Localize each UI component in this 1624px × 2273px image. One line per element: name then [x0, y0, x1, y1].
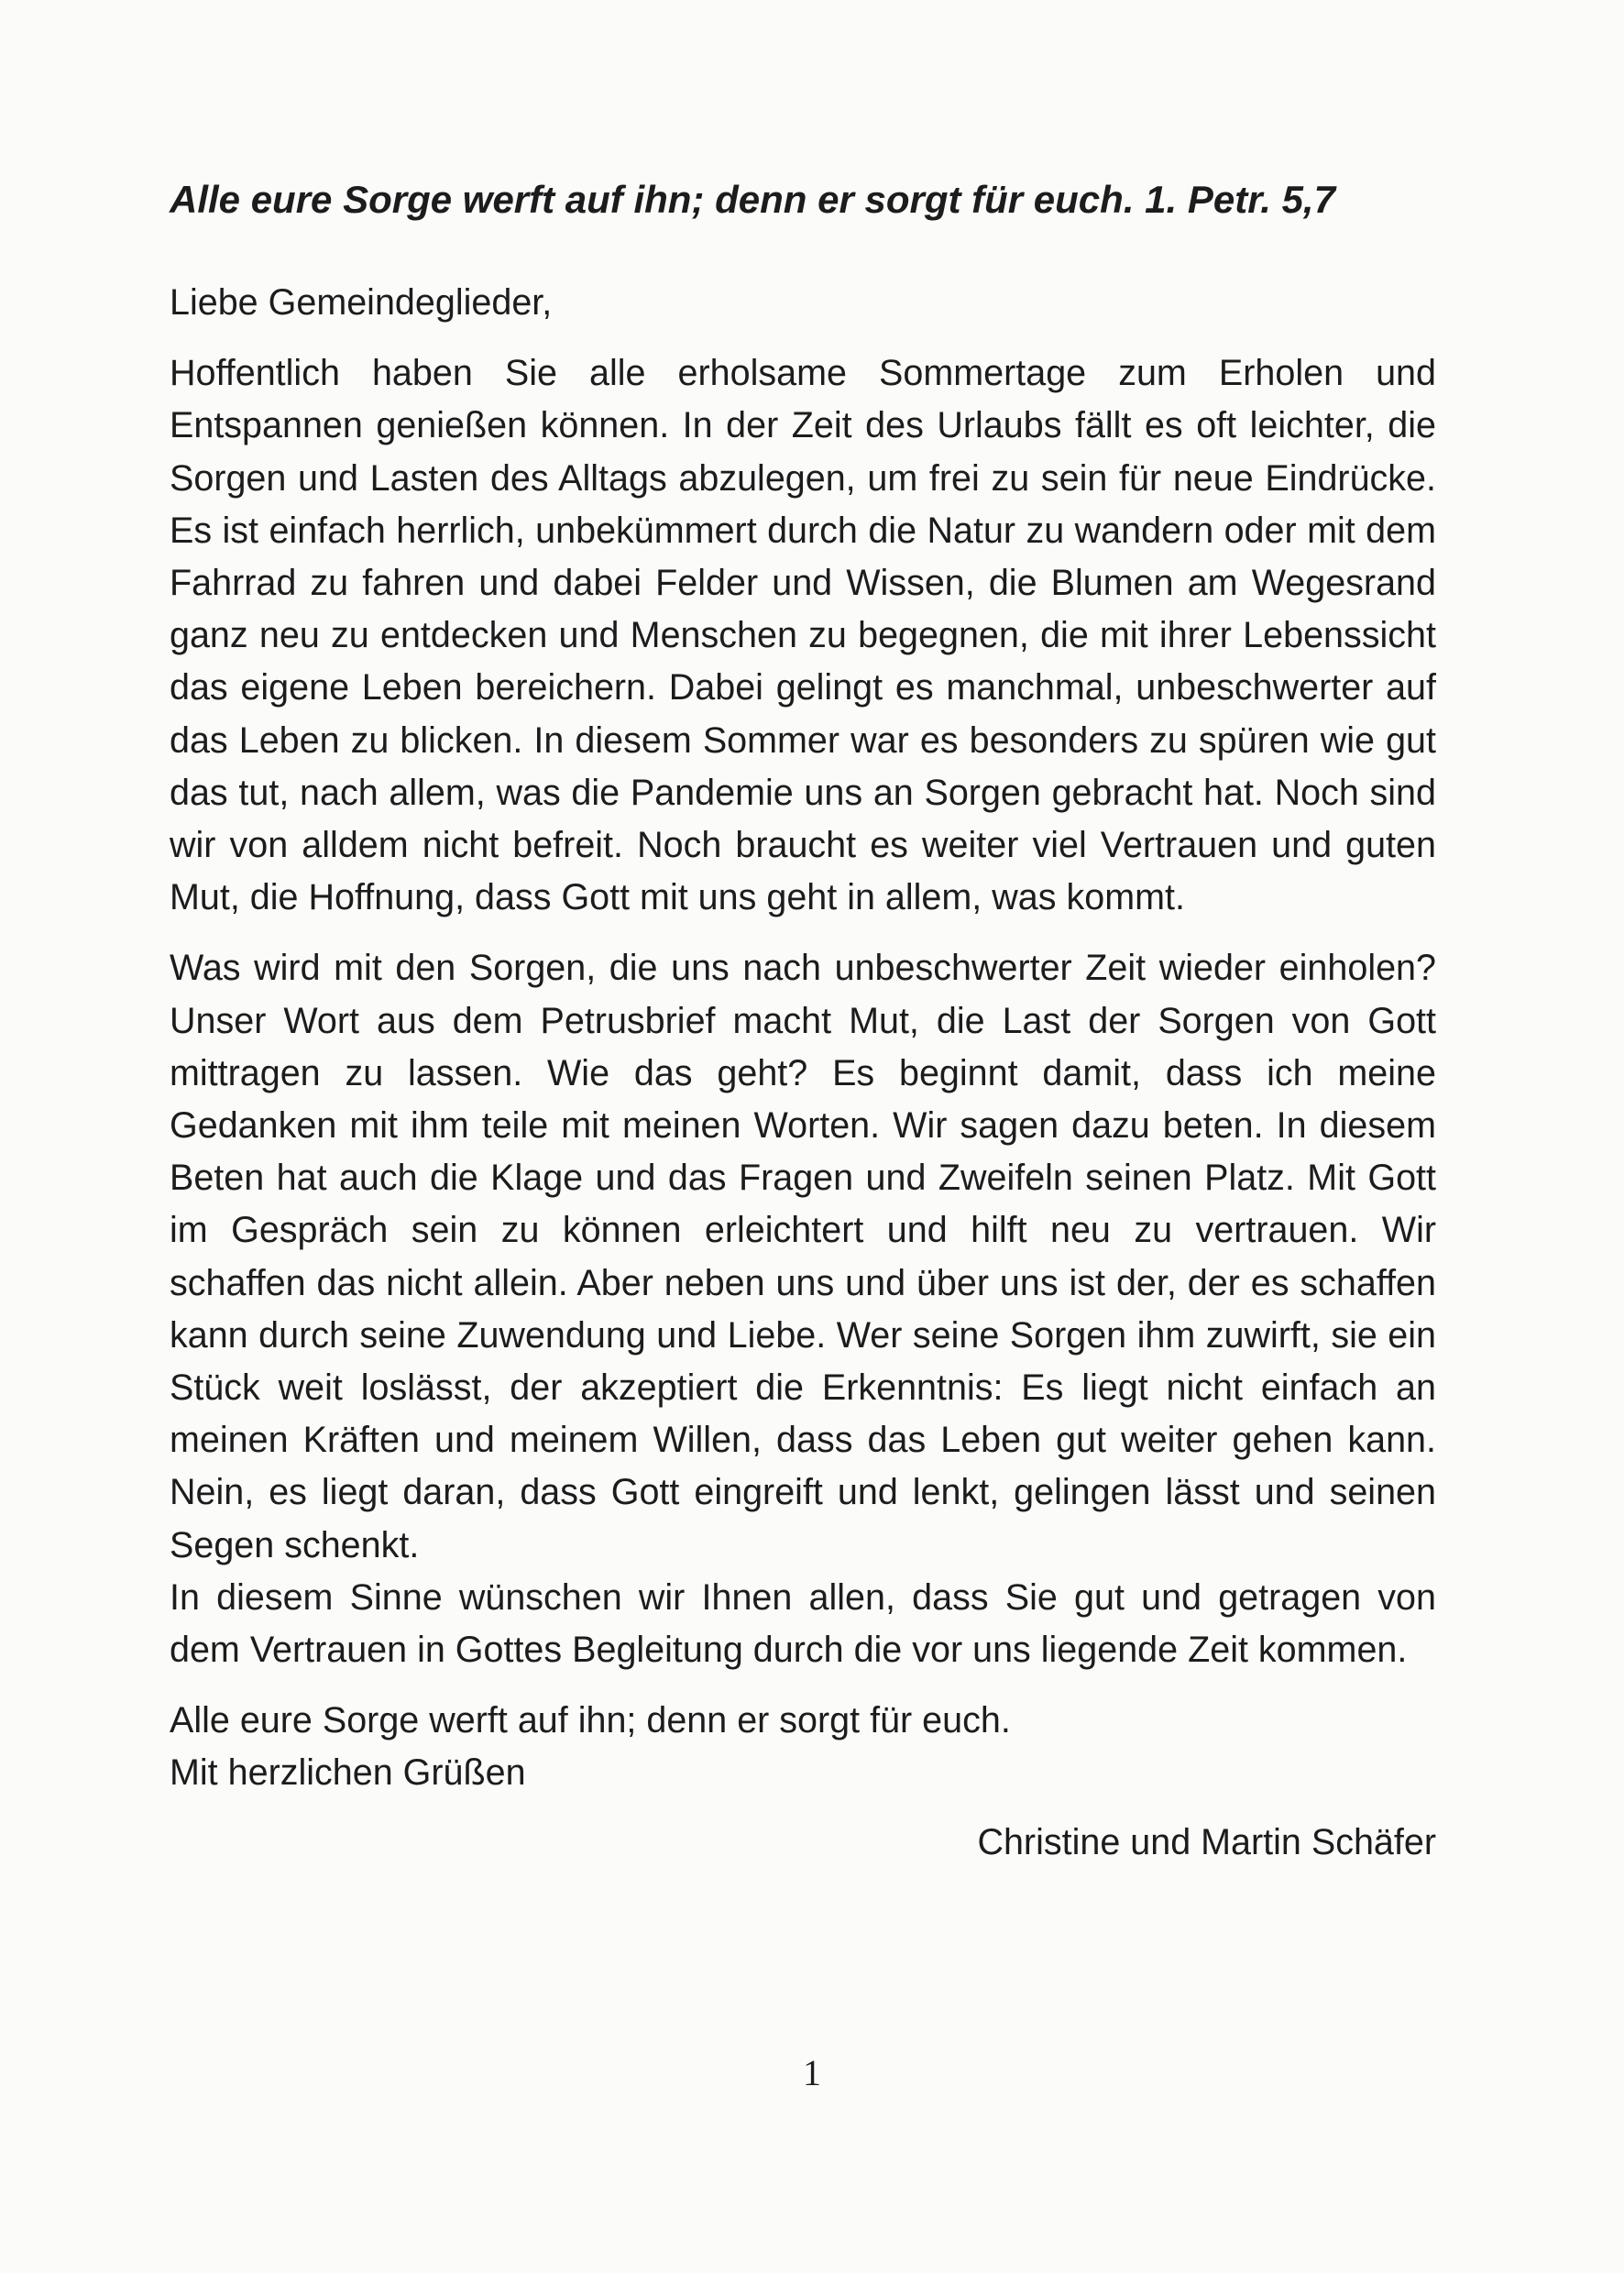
closing-verse: Alle eure Sorge werft auf ihn; denn er sorgt für euch.: [170, 1700, 1011, 1741]
paragraph-1: Hoffentlich haben Sie alle erholsame Sommertage zum Erholen und Entspannen genießen können. In der Zeit des Urlaubs fällt es oft leichter, die Sorgen und Lasten des Alltags abzulegen, um frei zu sein für neue Eindrücke. Es ist einfach herrlich, unbekümmert durch die Natur zu wandern oder mit dem Fahrrad zu fahren und dabei Felder und Wissen, die Blumen am Wegesrand ganz neu zu entdecken und Menschen zu begegnen, die mit ihrer Lebenssicht das eigene Leben bereichern. Dabei gelingt es manchmal, unbeschwerter auf das Leben zu blicken. In diesem Sommer war es besonders zu spüren wie gut das tut, nach allem, was die Pandemie uns an Sorgen gebracht hat. Noch sind wir von alldem nicht befreit. Noch braucht es weiter viel Vertrauen und guten Mut, die Hoffnung, dass Gott mit uns geht in allem, was kommt.: [170, 353, 1436, 918]
letter-body: [170, 277, 1436, 1869]
salutation: Liebe Gemeindeglieder,: [170, 282, 553, 323]
signature: Christine und Martin Schäfer: [977, 1821, 1436, 1862]
paragraph-2: Was wird mit den Sorgen, die uns nach unbeschwerter Zeit wieder einholen? Unser Wort aus dem Petrusbrief macht Mut, die Last der Sorgen von Gott mittragen zu lassen. Wie das geht? Es beginnt damit, dass ich meine Gedanken mit ihm teile mit meinen Worten. Wir sagen dazu beten. In diesem Beten hat auch die Klage und das Fragen und Zweifeln seinen Platz. Mit Gott im Gespräch sein zu können erleichtert und hilft neu zu vertrauen. Wir schaffen das nicht allein. Aber neben uns und über uns ist der, der es schaffen kann durch seine Zuwendung und Liebe. Wer seine Sorgen ihm zuwirft, sie ein Stück weit loslässt, der akzeptiert die Erkenntnis: Es liegt nicht einfach an meinen Kräften und meinem Willen, dass das Leben gut weiter gehen kann. Nein, es liegt daran, dass Gott eingreift und lenkt, gelingen lässt und seinen Segen schenkt.: [170, 948, 1436, 1565]
paragraph-3: In diesem Sinne wünschen wir Ihnen allen, dass Sie gut und getragen von dem Vertrauen in Gottes Begleitung durch die vor uns liegende Zeit kommen.: [170, 1576, 1436, 1671]
closing-greeting: Mit herzlichen Grüßen: [170, 1752, 526, 1794]
document-title: Alle eure Sorge werft auf ihn; denn er sorgt für euch. 1. Petr. 5,7: [170, 178, 1335, 221]
page-number: 1: [803, 2052, 821, 2093]
